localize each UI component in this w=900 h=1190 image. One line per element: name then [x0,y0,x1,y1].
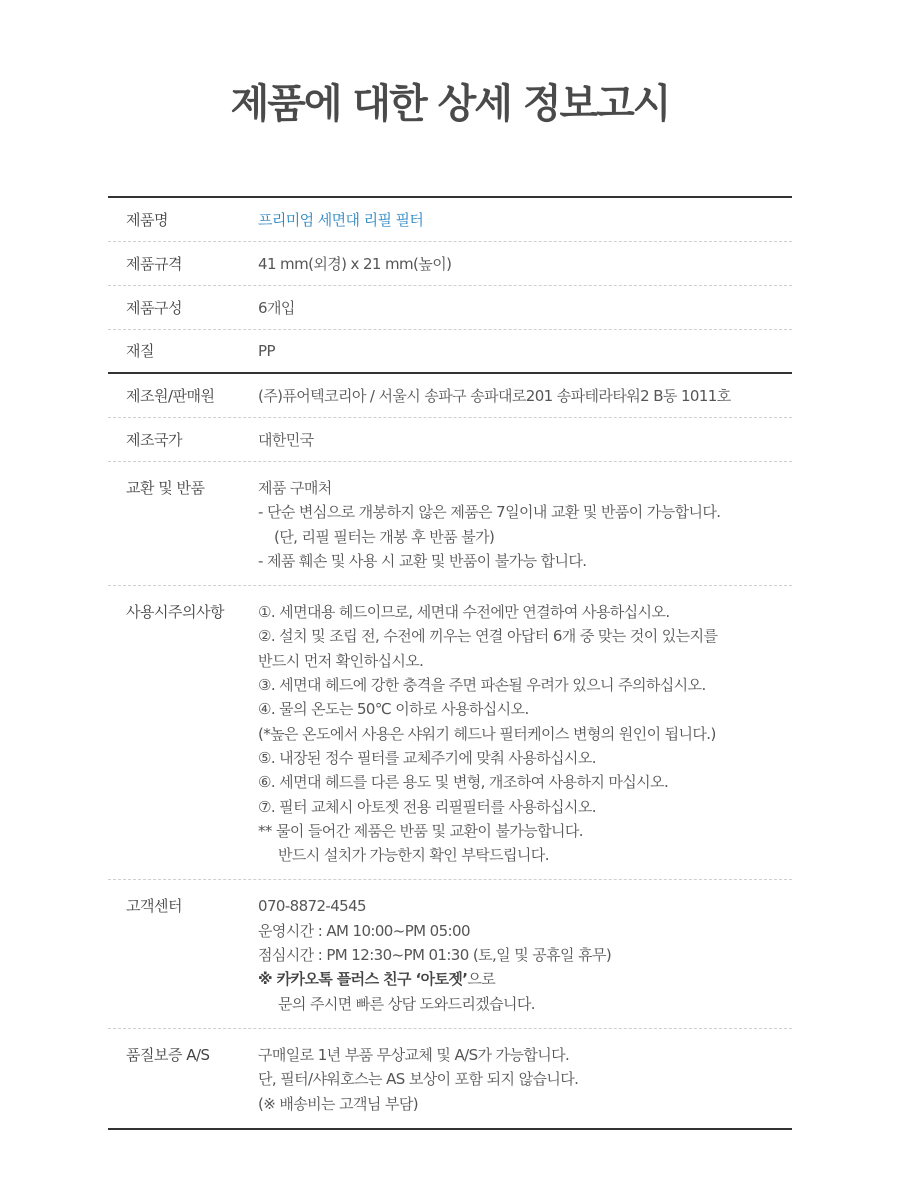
product-name-value: 프리미엄 세면대 리필 필터 [258,210,424,229]
caution-line: ⑦. 필터 교체시 아토젯 전용 리필필터를 사용하십시오. [258,797,596,816]
row-product-name [108,198,792,242]
cs-phone: 070-8872-4545 [258,897,367,916]
row-customer-center [108,880,792,1028]
caution-line: 반드시 설치가 가능한지 확인 부탁드립니다. [278,846,549,865]
material-value: PP [258,342,275,360]
product-info-table [108,196,792,1130]
row-label: 품질보증 A/S [126,1045,210,1064]
product-composition-value: 6개입 [258,298,295,317]
row-material [108,330,792,374]
row-product-composition [108,286,792,330]
kakao-friend-name: ※ 카카오톡 플러스 친구 ‘아토젯’ [258,970,468,989]
exchange-line: 제품 구매처 [258,479,332,497]
product-spec-value: 41 mm(외경) x 21 mm(높이) [258,254,452,273]
row-label: 제품구성 [126,298,182,317]
caution-line: ⑤. 내장된 정수 필터를 교체주기에 맞춰 사용하십시오. [258,748,596,767]
country-value: 대한민국 [258,430,314,449]
cs-hours: 운영시간 : AM 10:00~PM 05:00 [258,921,470,940]
warranty-line: 단, 필터/샤워호스는 AS 보상이 포함 되지 않습니다. [258,1070,579,1089]
row-label: 고객센터 [126,897,182,916]
cs-kakao [258,967,792,991]
caution-line: ** 물이 들어간 제품은 반품 및 교환이 불가능합니다. [258,821,583,840]
row-usage-cautions [108,586,792,880]
caution-line: ③. 세면대 헤드에 강한 충격을 주면 파손될 우려가 있으니 주의하십시오. [258,676,706,695]
row-label: 제조원/판매원 [126,386,215,405]
row-exchange-return [108,462,792,586]
row-label: 재질 [126,342,154,360]
kakao-suffix: 으로 [467,970,496,989]
row-manufacturer [108,374,792,418]
page-title: 제품에 대한 상세 정보고시 [230,81,670,127]
caution-line: ④. 물의 온도는 50℃ 이하로 사용하십시오. [258,700,529,719]
row-warranty [108,1029,792,1128]
row-label: 교환 및 반품 [126,479,205,497]
warranty-line: 구매일로 1년 부품 무상교체 및 A/S가 가능합니다. [258,1045,570,1064]
exchange-line: - 제품 훼손 및 사용 시 교환 및 반품이 불가능 합니다. [258,551,587,570]
caution-line: ①. 세면대용 헤드이므로, 세면대 수전에만 연결하여 사용하십시오. [258,603,670,622]
usage-cautions-value [258,600,792,867]
row-label: 사용시주의사항 [126,603,224,622]
customer-center-value [258,894,792,1015]
warranty-value [258,1043,792,1116]
cs-kakao-note: 문의 주시면 빠른 상담 도와드리겠습니다. [278,994,535,1013]
warranty-line: (※ 배송비는 고객님 부담) [258,1094,418,1113]
caution-line: ⑥. 세면대 헤드를 다른 용도 및 변형, 개조하여 사용하지 마십시오. [258,773,669,792]
exchange-line: - 단순 변심으로 개봉하지 않은 제품은 7일이내 교환 및 반품이 가능합니다. [258,503,721,522]
cs-lunch: 점심시간 : PM 12:30~PM 01:30 (토,일 및 공휴일 휴무) [258,946,612,965]
row-label: 제품명 [126,210,168,229]
row-label: 제조국가 [126,430,182,449]
caution-line: ②. 설치 및 조립 전, 수전에 끼우는 연결 아답터 6개 중 맞는 것이 있는지를 [258,627,718,646]
caution-line: 반드시 먼저 확인하십시오. [258,651,424,670]
row-country [108,418,792,462]
exchange-return-value [258,476,792,573]
row-product-spec [108,242,792,286]
exchange-line: (단, 리필 필터는 개봉 후 반품 불가) [274,527,495,546]
row-label: 제품규격 [126,254,182,273]
caution-line: (*높은 온도에서 사용은 샤워기 헤드나 필터케이스 변형의 원인이 됩니다.) [258,724,716,743]
manufacturer-value: (주)퓨어텍코리아 / 서울시 송파구 송파대로201 송파테라타워2 B동 1011호 [258,386,731,405]
